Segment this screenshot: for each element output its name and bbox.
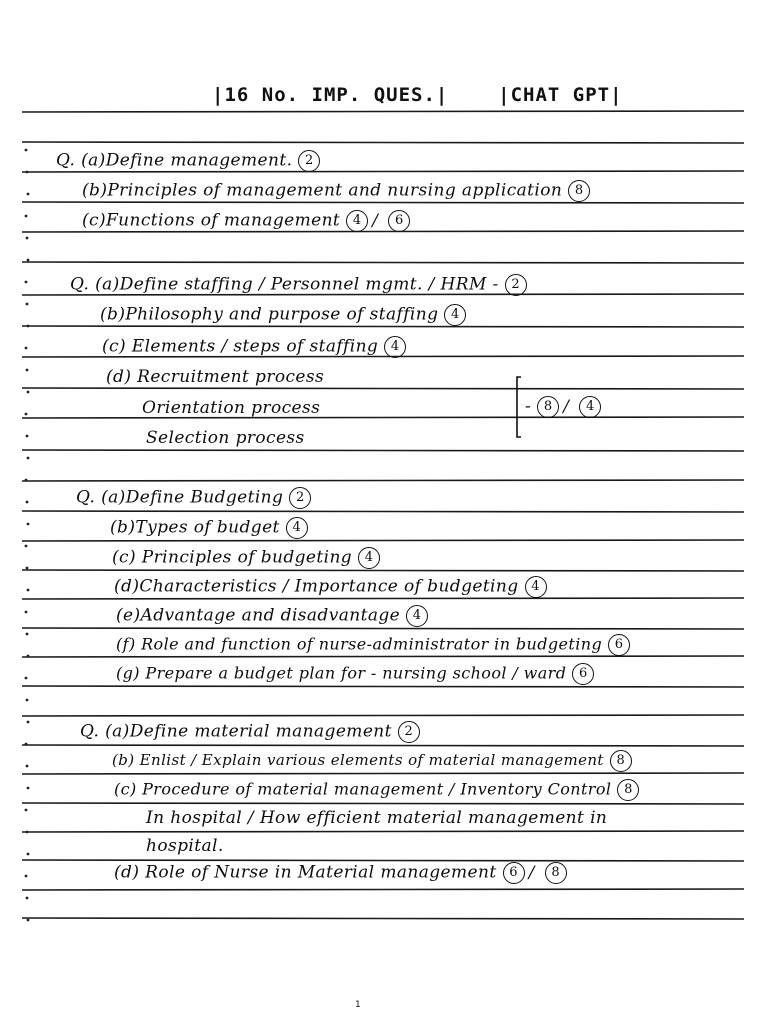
question-line: In hospital / How efficient material management in (146, 808, 608, 828)
group-marks: - 8 / 4 (525, 396, 601, 418)
scan-speck (26, 303, 29, 306)
ruled-line (22, 628, 744, 629)
question-line: Orientation process (142, 398, 321, 418)
question-line: (c) Principles of budgeting 4 (112, 547, 380, 569)
scan-speck (27, 193, 30, 196)
marks-badge: 4 (286, 517, 308, 539)
question-line: Q. (a)Define Budgeting 2 (76, 487, 311, 509)
question-line: (b)Principles of management and nursing application 8 (82, 180, 590, 202)
scan-speck (25, 215, 28, 218)
ruled-line (22, 202, 744, 203)
ruled-line (22, 540, 744, 541)
ruled-line (22, 715, 744, 716)
header-left: 16 No. IMP. QUES. (224, 84, 436, 106)
scan-speck (26, 171, 29, 174)
ruled-line (22, 918, 744, 919)
question-line: Selection process (146, 428, 305, 448)
marks-badge: 6 (572, 663, 594, 685)
scan-speck (25, 875, 28, 878)
scan-speck (27, 589, 30, 592)
question-line: (d) Role of Nurse in Material management 6 / 8 (114, 862, 567, 884)
scan-speck (27, 853, 30, 856)
scan-speck (27, 721, 30, 724)
scan-speck (26, 237, 29, 240)
scan-speck (27, 919, 30, 922)
question-line: (b)Types of budget 4 (110, 517, 308, 539)
bracket-icon (515, 376, 523, 438)
page-number: 1 (355, 1000, 361, 1010)
page-header: |16 No. IMP. QUES.| |CHAT GPT| (212, 84, 623, 106)
ruled-line (22, 773, 744, 774)
ruled-line (22, 889, 744, 890)
marks-badge: 8 (545, 862, 567, 884)
ruled-line (22, 450, 744, 451)
ruled-line (22, 803, 744, 804)
scan-speck (25, 479, 28, 482)
scan-speck (27, 259, 30, 262)
ruled-line (22, 417, 744, 418)
ruled-line (22, 326, 744, 327)
scan-speck (25, 281, 28, 284)
scan-speck (26, 897, 29, 900)
scan-speck (27, 325, 30, 328)
scan-speck (27, 391, 30, 394)
ruled-line (22, 480, 744, 481)
marks-badge: 2 (398, 721, 420, 743)
scan-speck (25, 743, 28, 746)
scan-speck (25, 149, 28, 152)
scan-speck (26, 567, 29, 570)
scan-speck (25, 611, 28, 614)
question-line: (b) Enlist / Explain various elements of material management 8 (112, 750, 632, 772)
marks-badge: 4 (358, 547, 380, 569)
scan-speck (27, 787, 30, 790)
marks-badge: 8 (537, 396, 559, 418)
question-line: (d)Characteristics / Importance of budgeting 4 (114, 576, 547, 598)
ruled-line (22, 745, 744, 746)
question-line: Q. (a)Define material management 2 (80, 721, 420, 743)
ruled-line (22, 831, 744, 832)
question-line: Q. (a)Define staffing / Personnel mgmt. / HRM - 2 (70, 274, 527, 296)
scan-speck (26, 633, 29, 636)
marks-badge: 4 (406, 605, 428, 627)
scan-speck (26, 831, 29, 834)
scan-speck (26, 435, 29, 438)
scan-speck (25, 413, 28, 416)
marks-badge: 4 (579, 396, 601, 418)
marks-badge: 8 (610, 750, 632, 772)
scan-speck (26, 501, 29, 504)
marks-badge: 4 (384, 336, 406, 358)
question-line: (b)Philosophy and purpose of staffing 4 (100, 304, 466, 326)
marks-badge: 4 (525, 576, 547, 598)
scan-speck (26, 765, 29, 768)
question-line: (c) Elements / steps of staffing 4 (102, 336, 406, 358)
ruled-line (22, 111, 744, 112)
marks-badge: 8 (617, 779, 639, 801)
ruled-line (22, 686, 744, 687)
question-line: (c)Functions of management 4 / 6 (82, 210, 410, 232)
scan-speck (26, 699, 29, 702)
scan-speck (27, 655, 30, 658)
ruled-line (22, 860, 744, 861)
ruled-line (22, 262, 744, 263)
question-line: (d) Recruitment process (106, 367, 325, 387)
scan-speck (25, 545, 28, 548)
marks-badge: 4 (444, 304, 466, 326)
marks-badge: 2 (505, 274, 527, 296)
question-line: (c) Procedure of material management / Inventory Control 8 (114, 779, 639, 801)
question-line: hospital. (146, 836, 224, 856)
marks-badge: 2 (289, 487, 311, 509)
scan-speck (27, 523, 30, 526)
ruled-line (22, 511, 744, 512)
ruled-line (22, 598, 744, 599)
header-right: CHAT GPT (510, 84, 611, 106)
ruled-line (22, 656, 744, 657)
ruled-line (22, 142, 744, 143)
marks-badge: 8 (568, 180, 590, 202)
marks-badge: 6 (388, 210, 410, 232)
question-line: (g) Prepare a budget plan for - nursing school / ward 6 (116, 663, 594, 685)
scan-speck (25, 347, 28, 350)
scan-speck (27, 457, 30, 460)
scan-speck (25, 677, 28, 680)
ruled-line (22, 388, 744, 389)
question-line: (f) Role and function of nurse-administrator in budgeting 6 (116, 634, 630, 656)
scan-speck (26, 369, 29, 372)
ruled-line (22, 570, 744, 571)
marks-badge: 4 (346, 210, 368, 232)
marks-badge: 6 (503, 862, 525, 884)
question-line: (e)Advantage and disadvantage 4 (116, 605, 428, 627)
question-line: Q. (a)Define management. 2 (56, 150, 320, 172)
scan-speck (25, 809, 28, 812)
marks-badge: 6 (608, 634, 630, 656)
marks-badge: 2 (298, 150, 320, 172)
